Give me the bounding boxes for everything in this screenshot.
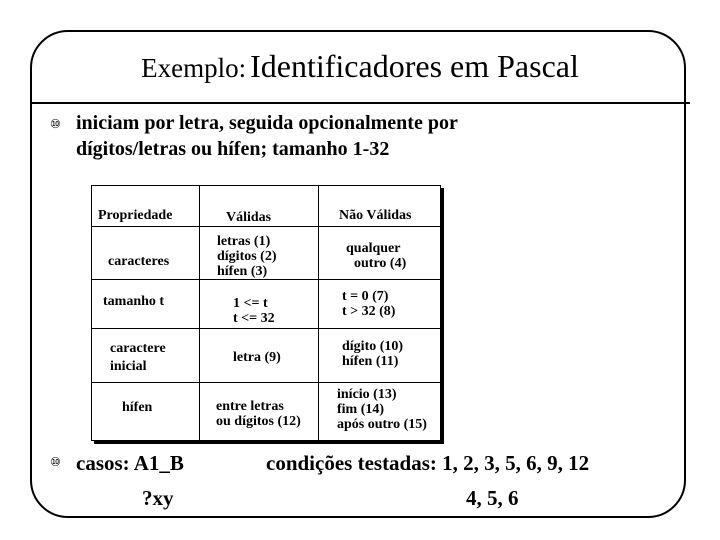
bullet-1-line-2: dígitos/letras ou hífen; tamanho 1-32 [76, 138, 390, 160]
table-row-divider [92, 382, 440, 383]
row-3-invalid-2: hífen (11) [342, 354, 399, 369]
cases-second-line: ?xy [142, 486, 174, 510]
circled-digit-10-icon: ⑩ [50, 455, 61, 469]
row-1-invalid-2: outro (4) [354, 256, 407, 271]
properties-table [91, 185, 441, 441]
table-row-divider [92, 226, 440, 227]
row-2-valid-2: t <= 32 [233, 311, 275, 326]
row-2-property: tamanho t [103, 294, 165, 309]
table-column-divider [318, 186, 319, 440]
row-1-valid-3: hífen (3) [217, 264, 268, 279]
row-4-valid-2: ou dígitos (12) [216, 414, 301, 429]
row-2-invalid-2: t > 32 (8) [342, 304, 396, 319]
row-4-valid-1: entre letras [216, 399, 284, 414]
circled-digit-10-icon: ⑩ [50, 117, 61, 131]
row-4-invalid-2: fim (14) [337, 402, 385, 417]
table-column-divider [199, 186, 200, 440]
row-1-invalid-1: qualquer [346, 241, 401, 256]
bullet-1-line-1: iniciam por letra, seguida opcionalmente por [76, 112, 458, 134]
row-1-valid-2: dígitos (2) [217, 249, 277, 264]
row-3-valid-1: letra (9) [233, 350, 281, 365]
cases-label: casos: A1_B [76, 451, 184, 475]
row-3-invalid-1: dígito (10) [342, 339, 404, 354]
row-3-property-1: caractere [110, 341, 166, 356]
table-row-divider [92, 328, 440, 329]
slide-title [0, 48, 720, 85]
row-2-invalid-1: t = 0 (7) [342, 289, 389, 304]
row-4-invalid-1: início (13) [337, 387, 397, 402]
title-prefix: Exemplo: [141, 53, 247, 83]
table-row-divider [92, 279, 440, 280]
row-2-valid-1: 1 <= t [233, 296, 268, 311]
conditions-label: condições testadas: 1, 2, 3, 5, 6, 9, 12 [266, 451, 590, 475]
title-divider [30, 102, 690, 104]
row-3-property-2: inicial [110, 359, 147, 374]
row-1-property: caracteres [108, 254, 170, 269]
row-1-valid-1: letras (1) [217, 234, 271, 249]
row-4-invalid-3: após outro (15) [337, 417, 427, 432]
header-valid: Válidas [226, 210, 272, 225]
header-property: Propriedade [98, 208, 173, 223]
title-main: Identificadores em Pascal [250, 48, 579, 84]
header-invalid: Não Válidas [339, 208, 412, 223]
conditions-second-line: 4, 5, 6 [466, 486, 519, 510]
row-4-property: hífen [122, 400, 153, 415]
